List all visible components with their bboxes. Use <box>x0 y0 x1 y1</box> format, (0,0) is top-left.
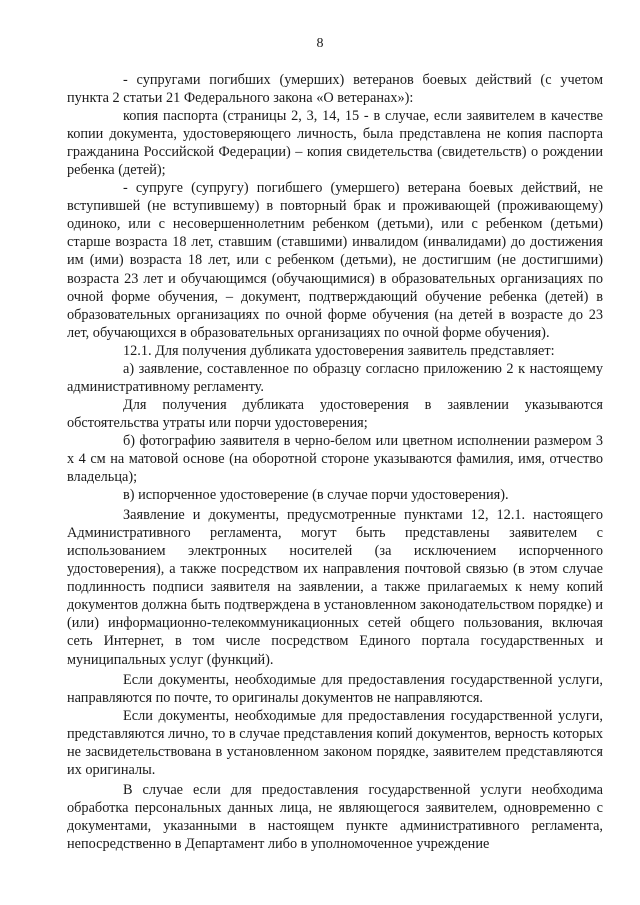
paragraph-damaged-certificate: в) испорченное удостоверение (в случае порчи удостоверения). <box>123 487 509 504</box>
paragraph-mail-submission: Если документы, необходимые для предоставления государственной услуги, направляются по почте, то оригиналы документов не направляются. <box>67 671 603 706</box>
paragraph-application-form: а) заявление, составленное по образцу согласно приложению 2 к настоящему административному регламенту. <box>67 360 603 395</box>
paragraph-loss-circumstances: Для получения дубликата удостоверения в заявлении указываются обстоятельства утраты или порчи удостоверения; <box>67 396 603 431</box>
paragraph-personal-data: В случае если для предоставления государственной услуги необходима обработка персональных данных лица, не являющегося заявителем, одновременно с документами, указанными в настоящем пункте административного регламента, непосредственно в Департамент либо в уполномоченное учреждение <box>67 781 603 852</box>
paragraph-veteran-spouses-intro: - супругами погибших (умерших) ветеранов боевых действий (с учетом пункта 2 статьи 21 Федерального закона «О ветеранах»): <box>67 72 603 107</box>
document-body <box>67 71 603 853</box>
page-number: 8 <box>316 36 324 51</box>
paragraph-personal-submission: Если документы, необходимые для предоставления государственной услуги, представляются лично, то в случае представления копий документов, верность которых не засвидетельствована в установленном законом порядке, заявителем представляются их оригиналы. <box>67 707 603 778</box>
paragraph-passport-copy: копия паспорта (страницы 2, 3, 14, 15 - в случае, если заявителем в качестве копии документа, удостоверяющего личность, была представлена не копия паспорта гражданина Российской Федерации) – копия свидетельства (свидетельств) о рождении ребенка (детей); <box>67 108 603 179</box>
paragraph-spouse-not-remarried: - супруге (супругу) погибшего (умершего) ветерана боевых действий, не вступившей (не вступившему) в повторный брак и проживающей (проживающему) одиноко, или с несовершеннолетним ребенком (детьми), или с ребенком (детьми) старше возраста 18 лет, ставшим (ставшими) инвалидом (инвалидами) до достижения им (ими) возраста 18 лет, или с ребенком (детьми), не достигшим (не достигшими) возраста 23 лет и обучающимся (обучающимися) в образовательных организациях по очной форме обучения, – документ, подтверждающий обучение ребенка (детей) в образовательных организациях по очной форме обучения (на детей в возрасте до 23 лет, обучающихся в образовательных организациях по очной форме обучения). <box>67 180 603 341</box>
paragraph-photograph: б) фотографию заявителя в черно-белом или цветном исполнении размером 3 х 4 см на матовой основе (на оборотной стороне указываются фамилия, имя, отчество владельца); <box>67 432 603 486</box>
paragraph-submission-methods: Заявление и документы, предусмотренные пунктами 12, 12.1. настоящего Административного регламента, могут быть представлены заявителем с использованием электронных носителей (за исключением испорченного удостоверения), а также посредством их направления почтовой связью (в этом случае подлинность подписи заявителя на заявлении, а также прилагаемых к нему копий документов должна быть подтверждена в установленном законодательством порядке) и (или) информационно-телекоммуникационных сетей общего пользования, включая сеть Интернет, в том числе посредством Единого портала государственных и муниципальных услуг (функций). <box>67 507 603 668</box>
paragraph-duplicate-intro: 12.1. Для получения дубликата удостоверения заявитель представляет: <box>123 342 555 359</box>
